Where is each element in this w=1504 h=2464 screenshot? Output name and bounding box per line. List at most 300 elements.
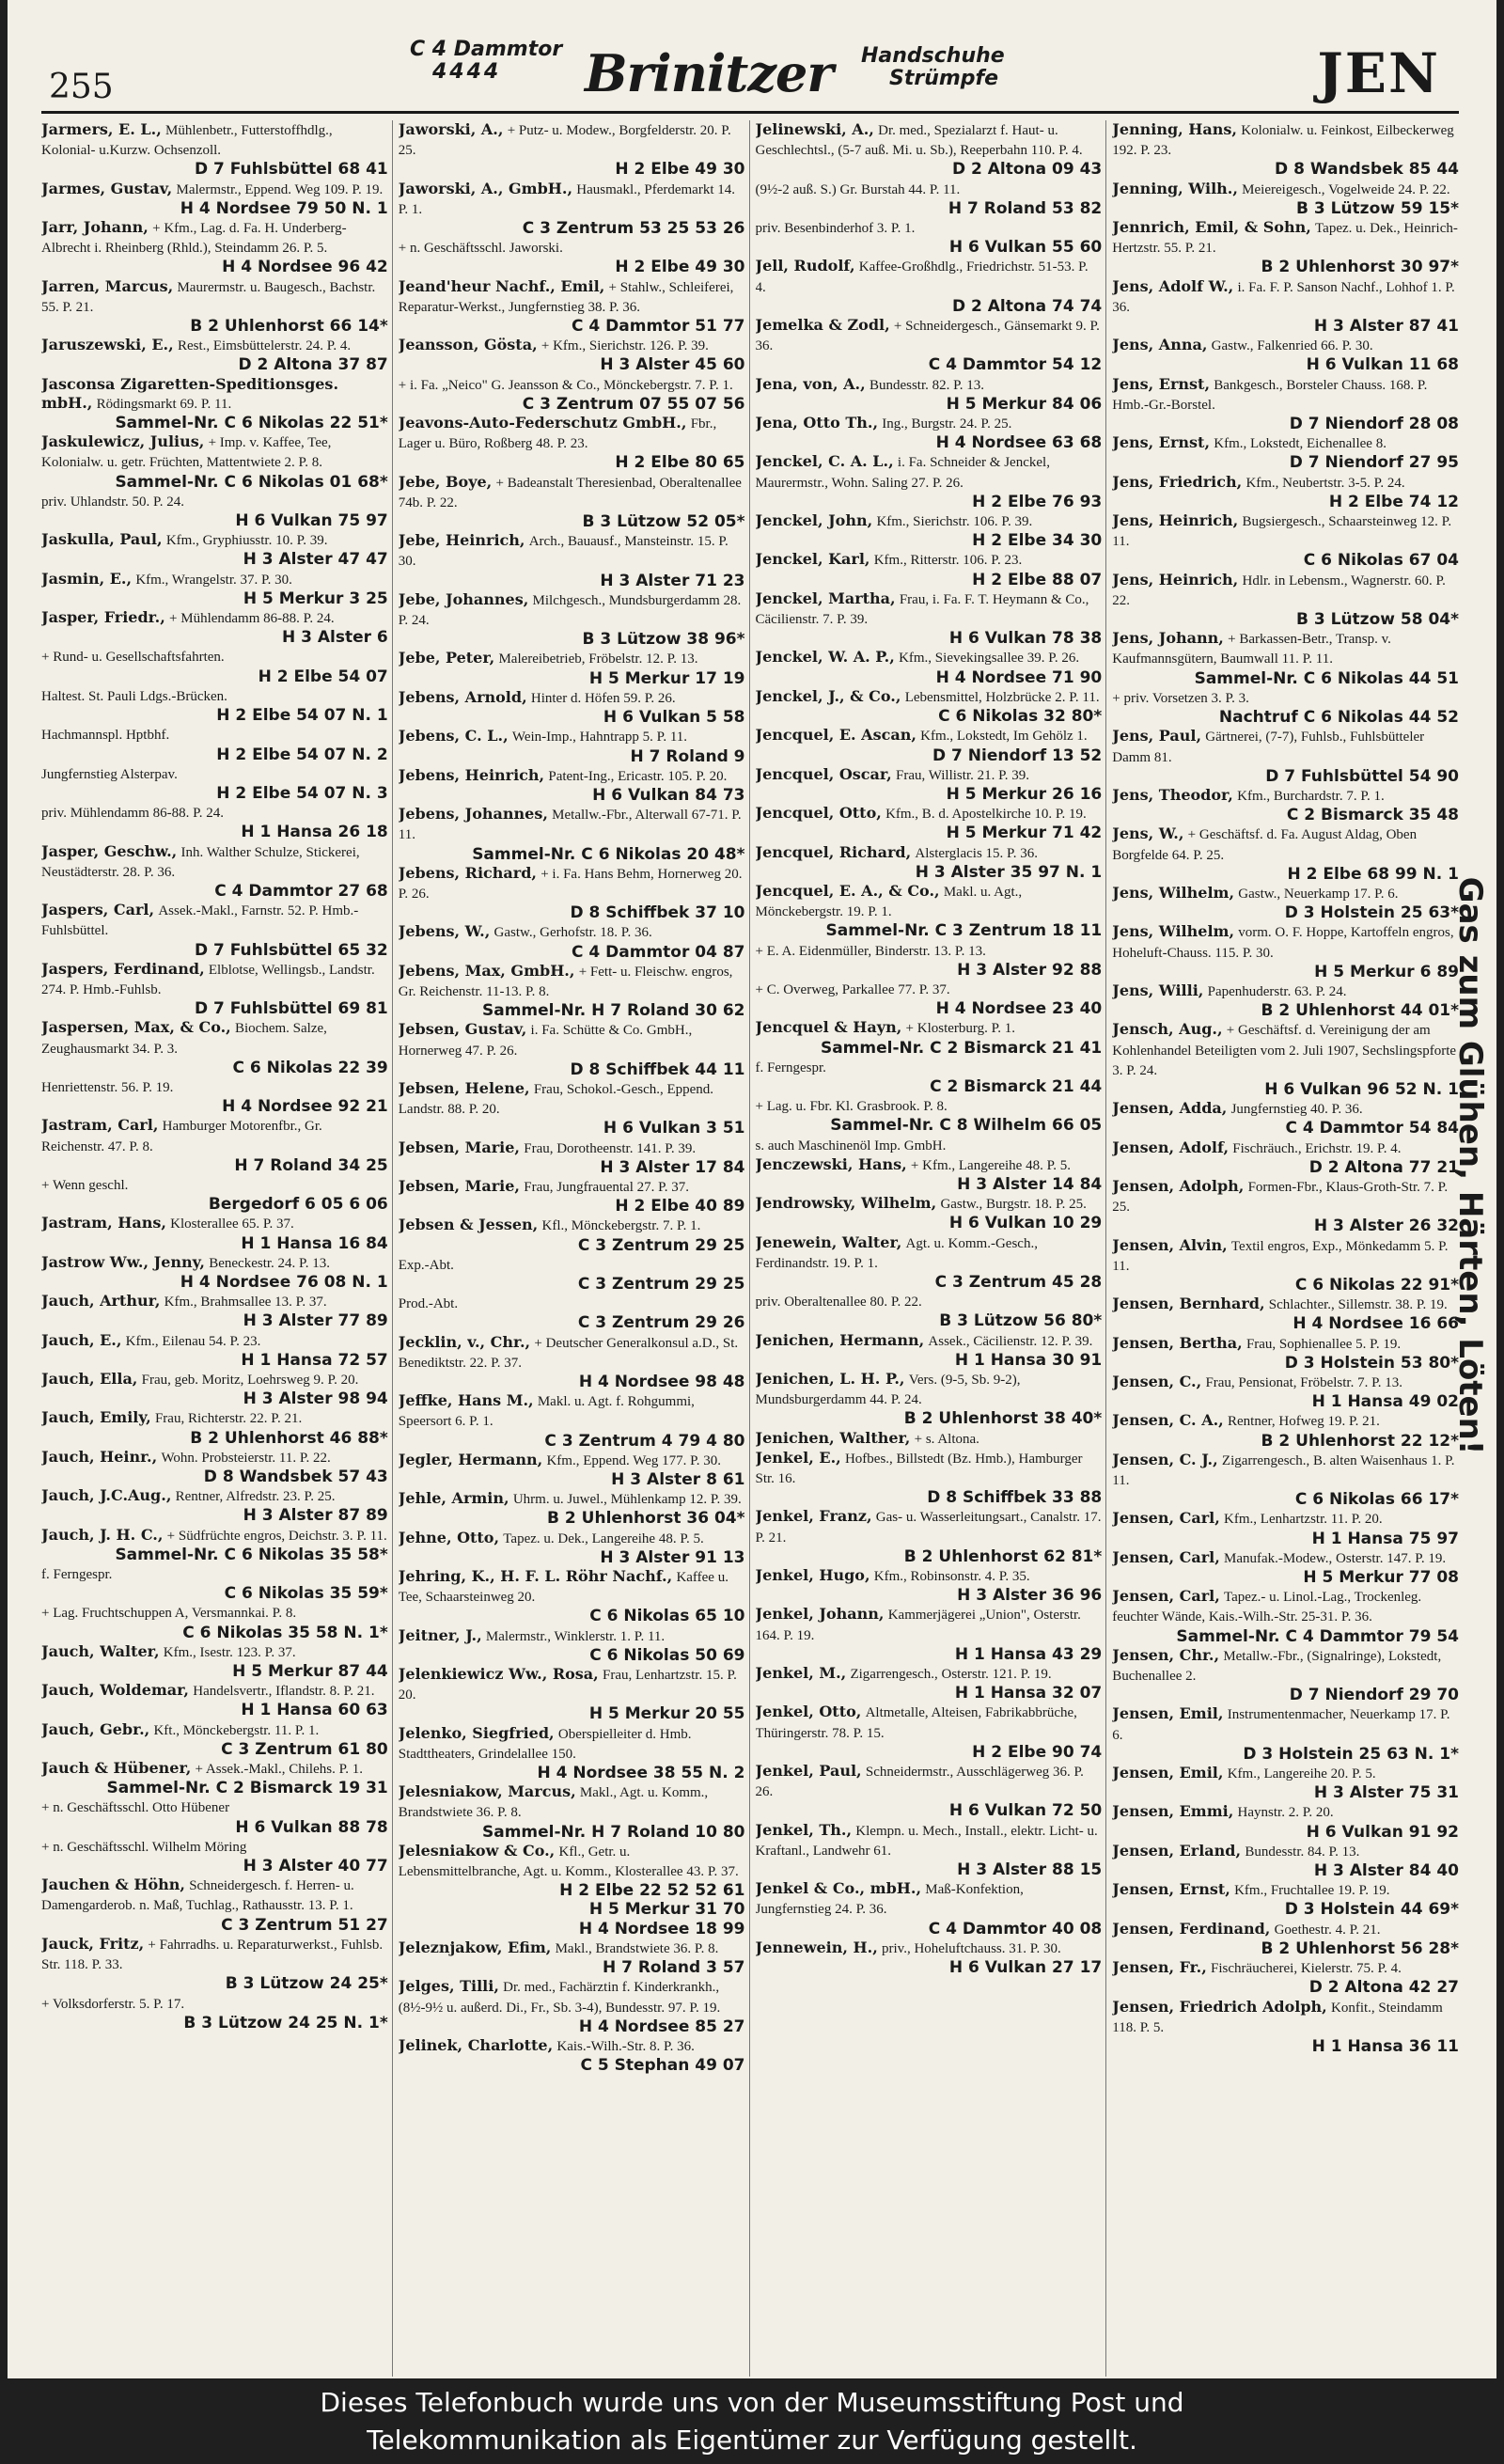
directory-entry [1112, 1998, 1459, 2057]
entry-phone: C 4 Dammtor 51 77 [572, 317, 745, 337]
entry-phone: D 3 Holstein 53 80* [1284, 1353, 1459, 1373]
entry-phone: C 2 Bismarck 21 44 [930, 1076, 1103, 1096]
entry-details: Kfl., Mönckebergstr. 7. P. 1. [541, 1218, 701, 1234]
entry-phone: H 3 Alster 45 60 [600, 355, 745, 375]
entry-details: Kfm., Burchardstr. 7. P. 1. [1237, 788, 1385, 804]
entry-details: Jungfernstieg 40. P. 36. [1230, 1102, 1363, 1118]
directory-entry [399, 1255, 745, 1294]
entry-details: Kammerjägerei „Union", Osterstr. 164. P. 19. [755, 1608, 1081, 1643]
directory-entry [756, 1233, 1103, 1293]
directory-entry [399, 1294, 745, 1332]
directory-entry [41, 1759, 388, 1797]
entry-name: Jensen, C., [1112, 1373, 1202, 1390]
entry-name: Jauck, Fritz, [41, 1934, 145, 1953]
entry-details: Schneidergesch. f. Herren- u. Damengarderob. n. Maß, Tuchlag., Rathausstr. 13. P. 1. [41, 1878, 354, 1914]
entry-details: Kfm., Lokstedt, Im Gehölz 1. [920, 729, 1088, 745]
directory-entry [399, 1842, 745, 1901]
directory-entry [399, 1333, 745, 1392]
entry-phone: Sammel-Nr. C 2 Bismarck 19 31 [106, 1779, 388, 1798]
entry-name: Jencquel & Hayn, [755, 1018, 902, 1037]
entry-phone: D 2 Altona 74 74 [951, 296, 1103, 316]
entry-phone: C 6 Nikolas 22 39 [232, 1058, 388, 1077]
entry-name: Jensen, Bertha, [1112, 1333, 1243, 1352]
entry-details: priv. Uhlandstr. 50. P. 24. [41, 494, 184, 510]
directory-entry [756, 511, 1103, 550]
entry-phone: H 3 Alster 92 88 [957, 960, 1103, 980]
entry-details: + Klosterburg. P. 1. [905, 1021, 1016, 1037]
entry-name: Jelenkiewicz Ww., Rosa, [398, 1665, 599, 1684]
entry-name: Jenckel, W. A. P., [755, 648, 895, 667]
directory-entry [399, 1391, 745, 1451]
entry-name: Jenkel, E., [755, 1448, 841, 1467]
directory-entry [399, 805, 745, 864]
directory-entry [41, 1292, 388, 1330]
entry-phone: C 6 Nikolas 35 59* [224, 1584, 388, 1604]
entry-name: Jens, Paul, [1112, 727, 1202, 745]
directory-entry [399, 1938, 745, 1977]
directory-entry [399, 590, 745, 650]
entry-details: Formen-Fbr., Klaus-Groth-Str. 7. P. 25. [1112, 1179, 1449, 1216]
directory-entry [399, 277, 745, 337]
ad-product-gloves: Handschuhe [861, 44, 1005, 68]
entry-details: Makl. u. Agt. f. Rohgummi, Speersort 6. P. 1. [398, 1394, 695, 1430]
entry-phone: H 7 Roland 9 [630, 746, 745, 766]
entry-name: Jens, Ernst, [1112, 433, 1211, 452]
entry-phone: H 5 Merkur 31 70 [588, 1900, 745, 1920]
entry-name: Jens, Wilhelm, [1112, 922, 1235, 941]
entry-details: Makl. u. Agt., Mönckebergstr. 19. P. 1. [755, 884, 1023, 920]
ad-product-stockings: Strümpfe [889, 67, 999, 90]
entry-details: Bundesstr. 84. P. 13. [1245, 1844, 1360, 1860]
entry-details: Instrumentenmacher, Neuerkamp 17. P. 6. [1112, 1707, 1450, 1743]
entry-name: Jebsen & Jessen, [398, 1216, 539, 1234]
entry-details: + Mühlendamm 86-88. P. 24. [169, 611, 335, 627]
entry-phone: B 2 Uhlenhorst 44 01* [1261, 1001, 1459, 1021]
entry-name: Jaspers, Carl, [41, 901, 155, 919]
entry-phone: D 7 Niendorf 27 95 [1289, 453, 1459, 473]
entry-name: Jauch, Arthur, [41, 1292, 161, 1310]
entry-phone: H 3 Alster 71 23 [600, 571, 745, 590]
entry-details: + s. Altona. [914, 1431, 979, 1447]
entry-details: + Lag. u. Fbr. Kl. Grasbrook. P. 8. [755, 1099, 948, 1115]
entry-phone: D 7 Fuhlsbüttel 65 32 [195, 940, 388, 960]
entry-details: + Putz- u. Modew., Borgfelderstr. 20. P. 25. [398, 123, 731, 159]
entry-details: + Barkassen-Betr., Transp. v. Kaufmannsgütern, Baumwall 11. P. 11. [1112, 632, 1391, 667]
entry-name: Jaruszewski, E., [41, 336, 174, 354]
directory-entry [41, 1564, 388, 1603]
directory-entry [1112, 1880, 1459, 1919]
entry-name: Jasmin, E., [41, 569, 133, 588]
entry-details: Kfm., Isestr. 123. P. 37. [163, 1644, 296, 1660]
entry-phone: B 3 Lützow 24 25 N. 1* [183, 2013, 388, 2032]
entry-name: Jennrich, Emil, & Sohn, [1112, 218, 1311, 237]
entry-name: Jensen, Adolf, [1112, 1138, 1230, 1156]
entry-phone: D 8 Schiffbek 44 11 [570, 1059, 745, 1079]
directory-column-1 [41, 120, 393, 2377]
entry-name: Jenewein, Walter, [755, 1232, 902, 1251]
entry-name: Jarren, Marcus, [41, 276, 174, 295]
entry-details: Milchgesch., Mundsburgerdamm 28. P. 24. [398, 592, 742, 629]
entry-details: Kfm., Robinsonstr. 4. P. 35. [873, 1569, 1030, 1585]
entry-phone: H 3 Alster 14 84 [957, 1174, 1103, 1194]
entry-phone: H 2 Elbe 76 93 [972, 492, 1103, 511]
entry-name: Jenning, Hans, [1112, 120, 1237, 138]
entry-phone: B 3 Lützow 58 04* [1295, 610, 1459, 630]
directory-entry [399, 1900, 745, 1919]
entry-details: Metallw.-Fbr., (Signalringe), Lokstedt, Buchenallee 2. [1112, 1648, 1442, 1685]
directory-entry [1112, 1802, 1459, 1841]
entry-details: Handelsvertr., Iflandstr. 8. P. 21. [193, 1684, 375, 1700]
entry-phone: H 5 Merkur 87 44 [232, 1662, 388, 1682]
directory-entry [399, 1079, 745, 1138]
directory-entry [1112, 786, 1459, 824]
entry-phone: H 5 Merkur 26 16 [946, 784, 1103, 804]
entry-phone: H 6 Vulkan 3 51 [603, 1119, 745, 1138]
entry-phone: H 2 Elbe 22 52 52 61 [559, 1881, 745, 1901]
footer-line-1: Dieses Telefonbuch wurde uns von der Museumsstiftung Post und [320, 2387, 1184, 2418]
directory-entry [756, 180, 1103, 218]
entry-phone: D 2 Altona 09 43 [951, 160, 1103, 180]
entry-details: Konfit., Steindamm 118. P. 5. [1112, 2000, 1443, 2035]
directory-entry [1112, 571, 1459, 630]
entry-details: Inh. Walther Schulze, Stickerei, Neustädterstr. 28. P. 36. [41, 844, 360, 880]
entry-phone: H 2 Elbe 74 12 [1328, 492, 1459, 511]
entry-phone: B 3 Lützow 56 80* [939, 1311, 1103, 1331]
entry-phone: H 4 Nordsee 96 42 [222, 258, 388, 277]
directory-entry [1112, 336, 1459, 374]
entry-name: Jens, Ernst, [1112, 374, 1211, 393]
entry-phone: Sammel-Nr. H 7 Roland 10 80 [481, 1822, 745, 1842]
entry-phone: H 3 Alster 36 96 [957, 1586, 1103, 1606]
entry-name: Jell, Rudolf, [755, 257, 855, 275]
entry-name: Jelesniakow, Marcus, [398, 1782, 576, 1801]
entry-details: i. Fa. Schneider & Jenckel, Maurermstr., Wohn. Saling 27. P. 26. [755, 455, 1050, 491]
entry-details: f. Ferngespr. [755, 1059, 826, 1075]
directory-entry [399, 1977, 745, 2036]
entry-phone: H 6 Vulkan 78 38 [948, 629, 1103, 649]
entry-phone: H 1 Hansa 72 57 [241, 1350, 388, 1370]
directory-entry [399, 1138, 745, 1177]
entry-phone: H 4 Nordsee 18 99 [578, 1919, 745, 1938]
entry-phone: H 2 Elbe 54 07 N. 1 [216, 706, 388, 726]
entry-details: Gastw., Falkenried 66. P. 30. [1211, 338, 1373, 354]
directory-entry [756, 589, 1103, 649]
entry-phone: H 3 Alster 91 13 [600, 1547, 745, 1567]
entry-name: Jeavons-Auto-Federschutz GmbH., [398, 414, 687, 432]
directory-entry [41, 647, 388, 685]
directory-entry [399, 922, 745, 961]
entry-name: Jastram, Carl, [41, 1116, 159, 1135]
entry-details: Tapez. u. Dek., Heinrich-Hertzstr. 55. P. 21. [1112, 221, 1458, 257]
entry-name: Jebsen, Marie, [398, 1138, 520, 1156]
entry-phone: C 4 Dammtor 54 84 [1285, 1119, 1459, 1138]
entry-phone: D 7 Fuhlsbüttel 68 41 [195, 160, 388, 180]
entry-phone: C 2 Bismarck 35 48 [1286, 806, 1459, 825]
entry-name: Jebens, Johannes, [398, 805, 548, 824]
entry-details: Zigarrengesch., B. alten Waisenhaus 1. P. 11. [1112, 1452, 1455, 1489]
entry-phone: C 4 Dammtor 40 08 [928, 1919, 1103, 1938]
entry-name: Jenkel, M., [755, 1664, 847, 1683]
directory-entry [1112, 277, 1459, 337]
directory-entry [41, 1018, 388, 1077]
entry-details: Kfm., Brahmsallee 13. P. 37. [164, 1295, 327, 1310]
entry-details: Hdlr. in Lebensm., Wagnerstr. 60. P. 22. [1112, 573, 1446, 608]
entry-details: + Rund- u. Gesellschaftsfahrten. [41, 650, 225, 666]
entry-phone: H 1 Hansa 32 07 [954, 1684, 1103, 1703]
entry-name: Jastrow Ww., Jenny, [41, 1252, 205, 1271]
entry-name: Jasper, Geschw., [41, 841, 178, 860]
ad-products [861, 45, 1005, 90]
directory-entry [399, 1020, 745, 1079]
entry-phone: H 2 Elbe 88 07 [972, 570, 1103, 589]
entry-phone: C 3 Zentrum 51 27 [221, 1915, 388, 1935]
entry-name: Jensen, C. J., [1112, 1450, 1218, 1468]
entry-phone: D 7 Niendorf 13 52 [932, 745, 1103, 765]
entry-details: Fbr., Lager u. Büro, Roßberg 48. P. 23. [398, 416, 717, 452]
directory-entry [1112, 511, 1459, 571]
entry-details: Frau, Jungfrauental 27. P. 37. [524, 1179, 690, 1195]
entry-details: Arch., Bauausf., Mansteinstr. 15. P. 30. [398, 534, 728, 570]
directory-entry [1112, 1020, 1459, 1099]
entry-name: Jauch & Hübener, [41, 1759, 192, 1778]
entry-phone: C 6 Nikolas 67 04 [1303, 551, 1459, 571]
directory-entry [756, 1194, 1103, 1232]
directory-entry [41, 1837, 388, 1875]
entry-phone: C 3 Zentrum 61 80 [221, 1739, 388, 1759]
directory-entry [41, 1603, 388, 1641]
directory-entry [41, 608, 388, 647]
directory-entry [1112, 1548, 1459, 1587]
entry-phone: H 2 Elbe 90 74 [972, 1742, 1103, 1762]
directory-entry [41, 1077, 388, 1116]
directory-entry [41, 725, 388, 763]
entry-phone: D 7 Fuhlsbüttel 54 90 [1265, 766, 1459, 786]
entry-name: Jebens, Richard, [398, 863, 537, 882]
entry-phone: D 2 Altona 42 27 [1308, 1978, 1459, 1998]
entry-details: Meiereigesch., Vogelweide 24. P. 22. [1242, 181, 1450, 197]
entry-details: Manufak.-Modew., Osterstr. 147. P. 19. [1224, 1550, 1447, 1566]
directory-entry [1112, 1177, 1459, 1236]
directory-entry [756, 1507, 1103, 1566]
directory-entry [41, 1214, 388, 1252]
entry-details: Zigarrengesch., Osterstr. 121. P. 19. [850, 1667, 1052, 1683]
directory-entry [41, 492, 388, 530]
directory-entry [399, 120, 745, 180]
entry-details: Beneckestr. 24. P. 13. [209, 1255, 330, 1271]
entry-phone: H 6 Vulkan 72 50 [948, 1801, 1103, 1821]
entry-details: Makl., Brandstwiete 36. P. 8. [555, 1940, 719, 1956]
entry-phone: H 4 Nordsee 38 55 N. 2 [537, 1764, 745, 1783]
directory-entry [756, 1292, 1103, 1330]
directory-entry [41, 960, 388, 1019]
entry-details: Fischräuch., Erichstr. 19. P. 4. [1232, 1140, 1402, 1156]
directory-entry [41, 530, 388, 569]
entry-name: Jeffke, Hans M., [398, 1391, 534, 1410]
directory-entry [756, 1096, 1103, 1135]
entry-phone: H 5 Merkur 6 89 [1314, 962, 1459, 981]
entry-phone: H 6 Vulkan 91 92 [1306, 1822, 1459, 1842]
entry-name: Jecklin, v., Chr., [398, 1332, 531, 1351]
entry-name: Jencquel, E. A., & Co., [755, 881, 940, 900]
entry-name: Jebe, Heinrich, [398, 531, 525, 550]
directory-entry [41, 120, 388, 180]
entry-name: Jaworski, A., GmbH., [398, 179, 573, 197]
entry-name: Jencquel, Otto, [755, 804, 882, 823]
entry-name: Jauchen & Höhn, [41, 1875, 185, 1894]
entry-phone: H 2 Elbe 40 89 [615, 1197, 745, 1216]
entry-name: Jens, Theodor, [1112, 785, 1233, 804]
entry-details: Assek.-Makl., Farnstr. 52. P. Hmb.-Fuhlsbüttel. [41, 903, 359, 939]
entry-details: Patent-Ing., Ericastr. 105. P. 20. [548, 768, 728, 784]
directory-column-2 [399, 120, 750, 2377]
entry-phone: H 3 Alster 35 97 N. 1 [915, 862, 1103, 882]
entry-details: + i. Fa. Hans Behm, Hornerweg 20. P. 26. [398, 866, 743, 902]
directory-entry [756, 316, 1103, 375]
entry-details: Frau, Richterstr. 22. P. 21. [154, 1411, 303, 1427]
entry-phone: H 3 Alster 17 84 [600, 1157, 745, 1177]
directory-entry [1112, 1236, 1459, 1295]
entry-name: Jeleznjakow, Efim, [398, 1938, 552, 1956]
entry-name: Jencquel, E. Ascan, [755, 726, 916, 745]
entry-name: Jens, Wilhelm, [1112, 883, 1235, 902]
entry-details: + Kfm., Langereihe 48. P. 5. [910, 1157, 1072, 1173]
directory-entry [756, 1331, 1103, 1370]
directory-entry [756, 1449, 1103, 1508]
entry-phone: H 3 Alster 40 77 [243, 1857, 388, 1876]
entry-details: + Südfrüchte engros, Deichstr. 3. P. 11. [166, 1528, 387, 1544]
entry-phone: Sammel-Nr. C 3 Zentrum 18 11 [825, 921, 1103, 941]
entry-name: Jeitner, J., [398, 1625, 482, 1644]
entry-name: Jensch, Aug., [1112, 1020, 1223, 1039]
directory-entry [756, 1566, 1103, 1605]
directory-entry [41, 1526, 388, 1564]
entry-name: Jenckel, Martha, [755, 589, 896, 607]
entry-details: Kfm., Eilenau 54. P. 23. [125, 1333, 261, 1349]
entry-name: Jencquel, Oscar, [755, 764, 892, 783]
directory-entry [756, 218, 1103, 257]
entry-details: Textil engros, Exp., Mönkedamm 5. P. 11. [1112, 1238, 1449, 1274]
entry-details: Rentner, Hofweg 19. P. 21. [1228, 1414, 1380, 1430]
directory-entry [756, 1605, 1103, 1664]
entry-details: Henriettenstr. 56. P. 19. [41, 1079, 174, 1095]
directory-entry [41, 1875, 388, 1935]
entry-phone: H 3 Alster 75 31 [1313, 1783, 1459, 1803]
directory-entry [399, 2036, 745, 2075]
directory-entry [399, 375, 745, 414]
directory-entry [756, 1429, 1103, 1449]
entry-details: Vers. (9-5, Sb. 9-2), Mundsburgerdamm 44. P. 24. [755, 1373, 1021, 1408]
entry-phone: Bergedorf 6 05 6 06 [208, 1195, 388, 1215]
entry-details: Gastw., Burgstr. 18. P. 25. [940, 1197, 1087, 1213]
entry-phone: D 3 Holstein 44 69* [1284, 1900, 1459, 1920]
directory-entry [1112, 884, 1459, 922]
entry-details: Kfm., Langereihe 20. P. 5. [1227, 1766, 1376, 1782]
directory-entry [41, 1642, 388, 1681]
entry-details: s. auch Maschinenöl Imp. GmbH. [755, 1138, 947, 1154]
entry-name: Jensen, Emil, [1112, 1764, 1224, 1782]
entry-phone: C 3 Zentrum 29 25 [577, 1274, 745, 1294]
entry-details: Elblotse, Wellingsb., Landstr. 274. P. Hmb.-Fuhlsb. [41, 962, 375, 997]
entry-phone: H 5 Merkur 84 06 [946, 394, 1103, 414]
entry-phone: H 6 Vulkan 55 60 [948, 238, 1103, 258]
entry-details: Frau, Dorotheenstr. 141. P. 39. [524, 1140, 697, 1156]
entry-name: Jebsen, Marie, [398, 1176, 520, 1195]
entry-name: Jaworski, A., [398, 120, 504, 138]
entry-details: + i. Fa. „Neico" G. Jeansson & Co., Mönckebergstr. 7. P. 1. [398, 377, 733, 393]
entry-details: Malermstr., Eppend. Weg 109. P. 19. [176, 181, 384, 197]
entry-name: Jaspers, Ferdinand, [41, 959, 205, 978]
entry-details: Haynstr. 2. P. 20. [1237, 1805, 1334, 1821]
directory-entry [1112, 1411, 1459, 1450]
entry-details: + Assek.-Makl., Chilehs. P. 1. [195, 1762, 364, 1778]
entry-details: i. Fa. Schütte & Co. GmbH., Hornerweg 47. P. 26. [398, 1023, 693, 1059]
entry-details: Dr. med., Fachärztin f. Kinderkrankh., (8½-9½ u. außerd. Di., Fr., Sb. 3-4), Bundesstr. 97. P. 19. [398, 1980, 721, 2016]
entry-details: Hofbes., Billstedt (Bz. Hmb.), Hamburger Str. 16. [755, 1451, 1083, 1487]
entry-details: Kais.-Wilh.-Str. 8. P. 36. [556, 2038, 695, 2054]
entry-details: priv., Hoheluftchauss. 31. P. 30. [882, 1940, 1061, 1956]
page-letters: JEN [1317, 41, 1440, 105]
directory-entry [1112, 1373, 1459, 1411]
directory-entry [41, 1994, 388, 2032]
entry-name: Jens, Johann, [1112, 629, 1224, 648]
entry-details: f. Ferngespr. [41, 1567, 113, 1583]
entry-phone: H 6 Vulkan 27 17 [948, 1958, 1103, 1978]
entry-phone: B 3 Lützow 52 05* [582, 512, 745, 532]
directory-entry [41, 1408, 388, 1447]
entry-phone: C 5 Stephan 49 07 [580, 2056, 745, 2076]
entry-phone: Sammel-Nr. C 6 Nikolas 01 68* [115, 472, 388, 492]
entry-phone: Sammel-Nr. C 8 Wilhelm 66 05 [830, 1116, 1103, 1136]
directory-entry [756, 550, 1103, 589]
entry-phone: H 5 Merkur 71 42 [946, 824, 1103, 843]
header-advertisement [410, 38, 1068, 103]
entry-name: Jebens, Arnold, [398, 687, 527, 706]
directory-entry [399, 864, 745, 923]
entry-phone: H 1 Hansa 36 11 [1311, 2036, 1459, 2056]
directory-entry [756, 882, 1103, 941]
entry-name: Jensen, Carl, [1112, 1509, 1220, 1528]
entry-details: i. Fa. F. P. Sanson Nachf., Lohhof 1. P. 36. [1112, 279, 1455, 315]
entry-details: + n. Geschäftsschl. Otto Hübener [41, 1800, 230, 1816]
ad-brand-logo: Brinitzer [585, 43, 833, 103]
directory-entry [41, 1681, 388, 1719]
entry-name: Jens, Friedrich, [1112, 472, 1243, 491]
directory-entry [1112, 1704, 1459, 1764]
directory-entry [41, 1720, 388, 1759]
entry-details: + Fett- u. Fleischw. engros, Gr. Reichenstr. 11-13. P. 8. [398, 964, 733, 999]
entry-details: Schneidermstr., Ausschlägerweg 36. P. 26. [755, 1765, 1084, 1800]
entry-name: Jauch, J.C.Aug., [41, 1486, 172, 1505]
directory-entry [399, 1216, 745, 1254]
directory-entry [399, 962, 745, 1021]
entry-phone: H 4 Nordsee 85 27 [578, 2017, 745, 2036]
directory-column-4 [1112, 120, 1463, 2377]
entry-name: Jenkel, Otto, [755, 1703, 862, 1721]
entry-name: Jensen, Ernst, [1112, 1880, 1230, 1899]
entry-details: Rödingsmarkt 69. P. 11. [96, 396, 232, 412]
entry-phone: H 7 Roland 34 25 [234, 1155, 388, 1175]
directory-entry [41, 1116, 388, 1175]
entry-details: Kfm., Fruchtallee 19. P. 19. [1234, 1883, 1390, 1899]
entry-name: Jens, Heinrich, [1112, 511, 1239, 530]
entry-details: Exp.-Abt. [398, 1257, 454, 1273]
entry-phone: H 2 Elbe 68 99 N. 1 [1287, 864, 1459, 884]
directory-entry [756, 1879, 1103, 1938]
entry-phone: D 7 Fuhlsbüttel 69 81 [195, 999, 388, 1019]
directory-entry [756, 1664, 1103, 1703]
entry-name: Jensen, Chr., [1112, 1645, 1220, 1664]
entry-name: Jenkel, Franz, [755, 1507, 872, 1526]
